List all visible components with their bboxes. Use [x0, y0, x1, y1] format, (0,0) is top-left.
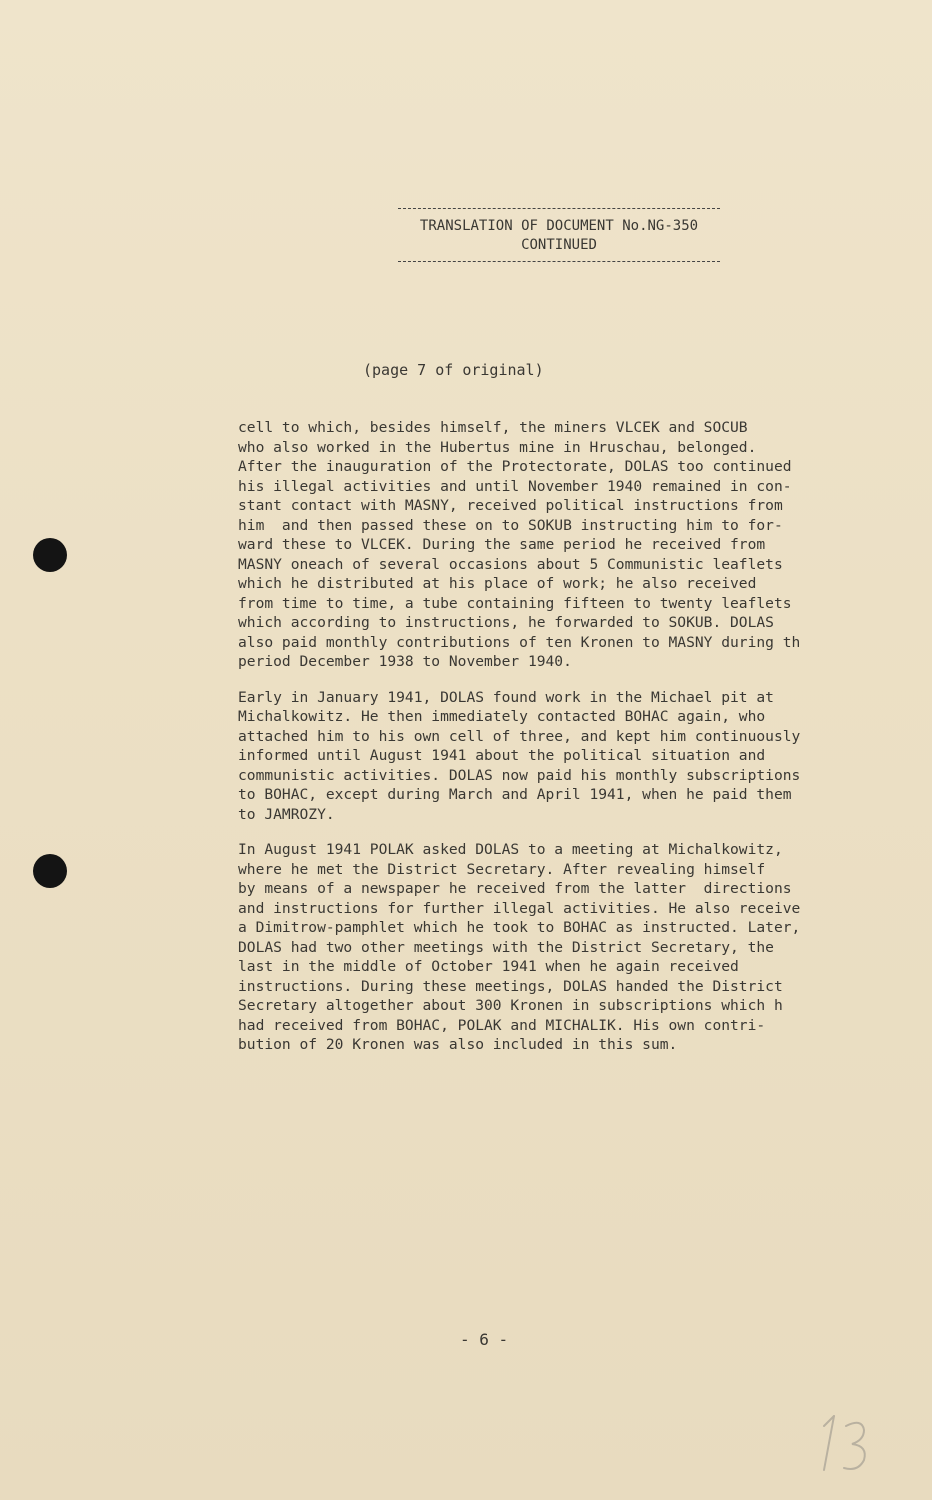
- text-line: After the inauguration of the Protectorate, DOLAS too continued: [238, 458, 792, 475]
- header-title: TRANSLATION OF DOCUMENT No.NG-350: [419, 218, 699, 234]
- punch-hole: [33, 538, 67, 572]
- text-line: and instructions for further illegal activities. He also receive: [238, 899, 801, 917]
- header-rule-bottom: [398, 261, 720, 262]
- punch-hole: [33, 854, 67, 888]
- text-line: a Dimitrow-pamphlet which he took to BOHAC as instructed. Later,: [238, 919, 801, 936]
- text-line: attached him to his own cell of three, and kept him continuously: [238, 727, 801, 745]
- text-line: by means of a newspaper he received from the latter directions: [238, 880, 792, 897]
- text-line: from time to time, a tube containing fifteen to twenty leaflets: [238, 594, 792, 612]
- text-line: which he distributed at his place of work; he also received: [238, 575, 757, 592]
- text-line: bution of 20 Kronen was also included in this sum.: [238, 1036, 678, 1053]
- text-line: period December 1938 to November 1940.: [238, 653, 572, 670]
- text-line: where he met the District Secretary. After revealing himself: [238, 860, 766, 878]
- text-line: Early in January 1941, DOLAS found work in the Michael pit at: [238, 688, 774, 706]
- paragraph: [238, 418, 878, 672]
- text-line: DOLAS had two other meetings with the District Secretary, the: [238, 938, 774, 956]
- text-line: ward these to VLCEK. During the same period he received from: [238, 536, 766, 553]
- page-number: - 6 -: [460, 1330, 509, 1349]
- text-line: MASNY oneach of several occasions about 5 Communistic leaflets: [238, 555, 783, 573]
- text-line: to BOHAC, except during March and April 1941, when he paid them: [238, 786, 792, 803]
- text-line: last in the middle of October 1941 when he again received: [238, 958, 739, 975]
- text-line: Michalkowitz. He then immediately contacted BOHAC again, who: [238, 708, 766, 725]
- body-text: [238, 418, 878, 1071]
- text-line: him and then passed these on to SOKUB instructing him to for-: [238, 516, 783, 534]
- text-line: communistic activities. DOLAS now paid his monthly subscriptions: [238, 766, 801, 784]
- handwritten-page-mark: [818, 1408, 878, 1478]
- text-line: informed until August 1941 about the political situation and: [238, 747, 766, 764]
- text-line: which according to instructions, he forwarded to SOKUB. DOLAS: [238, 614, 774, 631]
- text-line: stant contact with MASNY, received political instructions from: [238, 497, 783, 514]
- text-line: had received from BOHAC, POLAK and MICHALIK. His own contri-: [238, 1016, 766, 1034]
- text-line: instructions. During these meetings, DOLAS handed the District: [238, 977, 783, 995]
- text-line: Secretary altogether about 300 Kronen in subscriptions which h: [238, 997, 783, 1014]
- paragraph: [238, 840, 878, 1055]
- header-subtitle: CONTINUED: [521, 237, 597, 253]
- document-header: [398, 208, 720, 262]
- text-line: In August 1941 POLAK asked DOLAS to a meeting at Michalkowitz,: [238, 841, 783, 858]
- original-page-reference: (page 7 of original): [363, 361, 544, 379]
- text-line: his illegal activities and until November 1940 remained in con-: [238, 477, 792, 495]
- paragraph: [238, 688, 878, 825]
- text-line: cell to which, besides himself, the miners VLCEK and SOCUB: [238, 419, 748, 436]
- text-line: also paid monthly contributions of ten Kronen to MASNY during th: [238, 633, 801, 651]
- text-line: who also worked in the Hubertus mine in Hruschau, belonged.: [238, 438, 757, 456]
- header-rule-top: [398, 208, 720, 209]
- text-line: to JAMROZY.: [238, 805, 335, 823]
